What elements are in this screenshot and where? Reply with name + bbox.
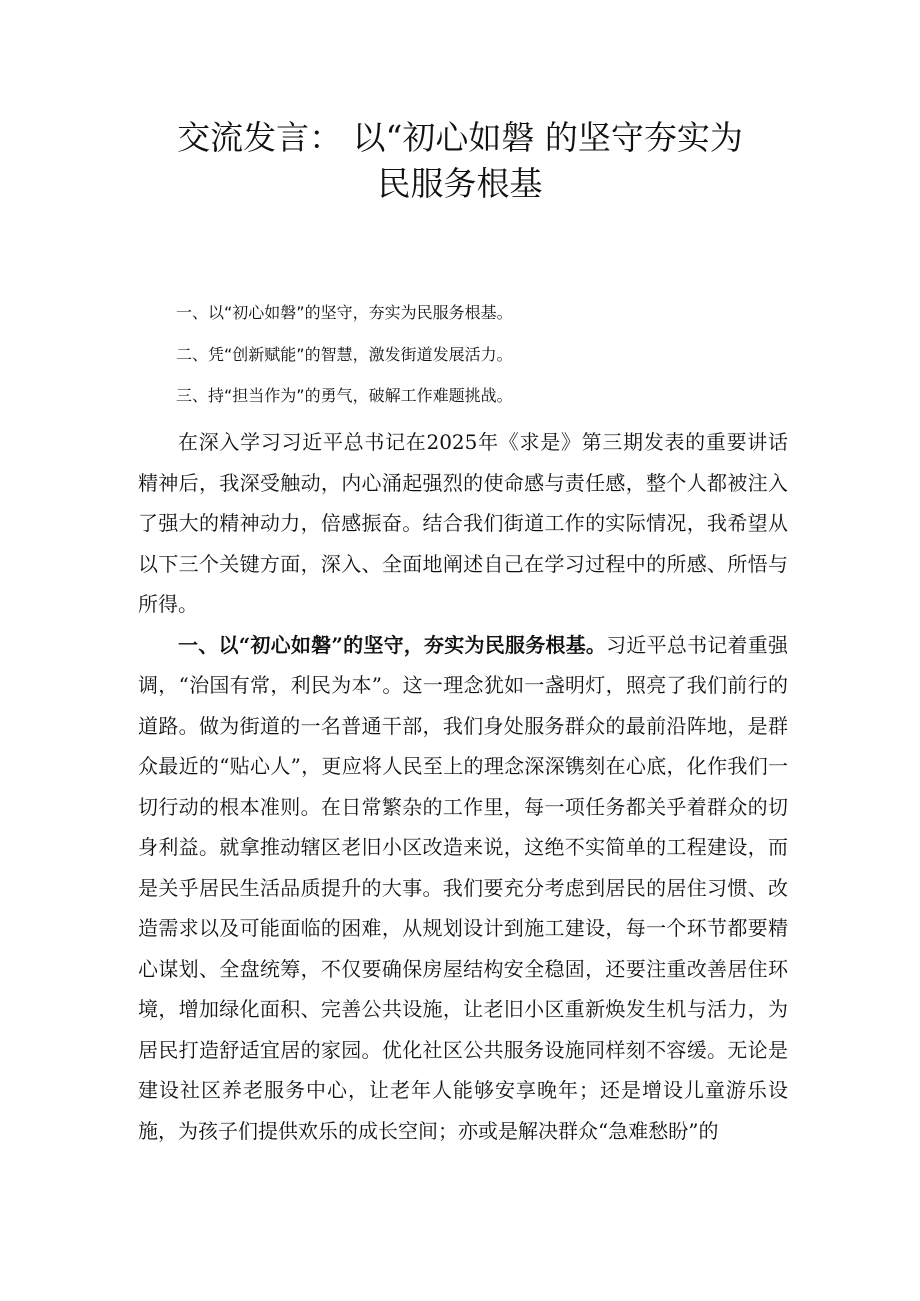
document-title-line-2: 民服务根基 (377, 164, 543, 203)
section-1-text: 习近平总书记着重强调，“治国有常，利民为本”。这一理念犹如一盏明灯，照亮了我们前行的道路。做为街道的一名普通干部，我们身处服务群众的最前沿阵地，是群众最近的“贴心人”，更应将人民至上的理念深深镌刻在心底，化作我们一切行动的根本准则。在日常繁杂的工作里，每一项任务都关乎着群众的切身利益。就拿推动辖区老旧小区改造来说，这绝不实简单的工程建设，而是关乎居民生活品质提升的大事。我们要充分考虑到居民的居住习惯、改造需求以及可能面临的困难，从规划设计到施工建设，每一个环节都要精心谋划、全盘统筹，不仅要确保房屋结构安全稳固，还要注重改善居住环境，增加绿化面积、完善公共设施，让老旧小区重新焕发生机与活力，为居民打造舒适宜居的家园。优化社区公共服务设施同样刻不容缓。无论是建设社区养老服务中心，让老年人能够安享晚年；还是增设儿童游乐设施，为孩子们提供欢乐的成长空间；亦或是解决群众“急难愁盼”的 (138, 632, 789, 1143)
document-title-line-1: 交流发言： 以“初心如磐 的坚守夯实为 (177, 118, 743, 157)
outline-item-2: 二、凭“创新赋能”的智慧，激发街道发展活力。 (176, 345, 513, 364)
outline-item-1: 一、以“初心如磐”的坚守，夯实为民服务根基。 (176, 303, 513, 322)
paragraph-intro (138, 422, 788, 625)
paragraph-intro-text: 在深入学习习近平总书记在2025年《求是》第三期发表的重要讲话精神后，我深受触动，内心涌起强烈的使命感与责任感，整个人都被注入了强大的精神动力，倍感振奋。结合我们街道工作的实际情况，我希望从以下三个关键方面，深入、全面地阐述自己在学习过程中的所感、所悟与所得。 (138, 430, 788, 616)
paragraph-section-1 (138, 625, 788, 1152)
document-body (138, 422, 788, 1151)
section-1-heading: 一、以“初心如磐”的坚守，夯实为民服务根基。 (178, 632, 607, 657)
outline-item-3: 三、持“担当作为”的勇气，破解工作难题挑战。 (176, 386, 513, 405)
